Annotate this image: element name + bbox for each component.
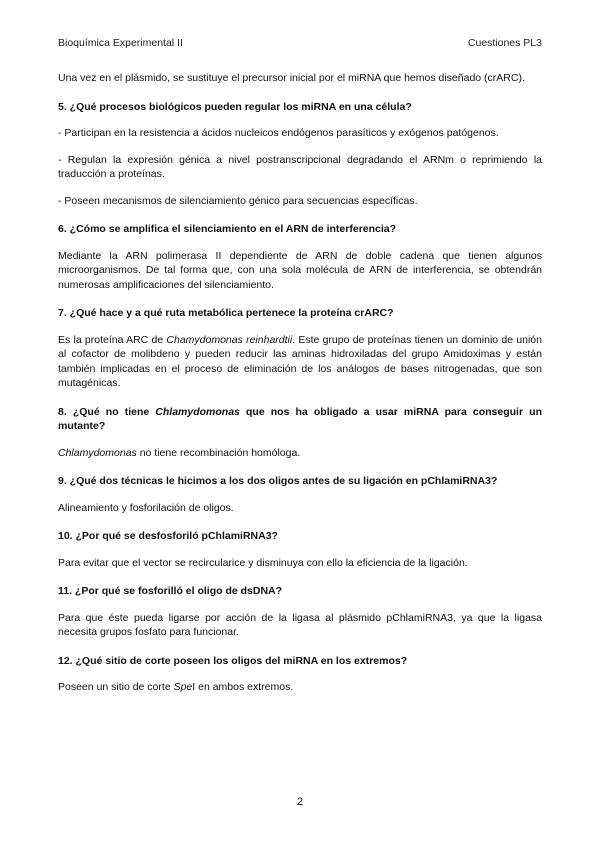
answer-12-enzyme: Spe — [173, 681, 193, 693]
document-body — [58, 71, 542, 695]
header-section-title: Cuestiones PL3 — [467, 37, 542, 49]
intro-paragraph: Una vez en el plásmido, se sustituye el precursor inicial por el miRNA que hemos diseñado (crARC). — [58, 72, 525, 84]
answer-8 — [58, 446, 542, 461]
question-8 — [58, 405, 542, 434]
answer-8-species: Chlamydomonas — [58, 446, 137, 459]
answer-7 — [58, 333, 542, 391]
answer-9: Alineamiento y fosforilación de oligos. — [58, 501, 234, 514]
question-5: 5. ¿Qué procesos biológicos pueden regular los miRNA en una célula? — [58, 100, 412, 113]
answer-7-pre: Es la proteína ARC de — [58, 333, 167, 346]
header-course-title: Bioquímica Experimental II — [58, 37, 183, 49]
question-9: 9. ¿Qué dos técnicas le hicimos a los dos oligos antes de su ligación en pChlamiRNA3? — [58, 475, 498, 487]
answer-11: Para que éste pueda ligarse por acción de la ligasa al plásmido pChlamiRNA3, ya que la ligasa necesita grupos fosfato para funcionar. — [58, 611, 542, 638]
answer-8-post: no tiene recombinación homóloga. — [136, 446, 301, 459]
page-number: 2 — [296, 796, 304, 808]
answer-7-species: Chamydomonas reinhardtii — [166, 333, 293, 346]
question-6: 6. ¿Cómo se amplifica el silenciamiento en el ARN de interferencia? — [58, 223, 397, 235]
question-11: 11. ¿Por qué se fosforilló el oligo de dsDNA? — [58, 585, 283, 597]
question-12: 12. ¿Qué sitio de corte poseen los oligos del miRNA en los extremos? — [58, 654, 408, 667]
answer-12-pre: Poseen un sitio de corte — [58, 681, 174, 693]
answer-12-enzyme-rest: I — [192, 681, 196, 693]
answer-10: Para evitar que el vector se recircularice y disminuya con ello la eficiencia de la ligación. — [58, 556, 468, 569]
question-8-post: que nos ha obligado a usar miRNA para conseguir un mutante? — [58, 405, 542, 432]
question-10: 10. ¿Por qué se desfosforiló pChlamiRNA3? — [58, 530, 278, 542]
answer-12 — [58, 680, 542, 695]
answer-7-post: . Este grupo de proteínas tienen un dominio de unión al cofactor de molibdeno y pueden reducir las aminas hidroxiladas del grupo Amidoximas y están también implicadas en el proceso de eliminación de los análogos de bases nitrogenadas, que son mutagénicas. — [58, 333, 542, 389]
answer-5-item-1: - Participan en la resistencia a ácidos nucleicos endógenos parasíticos y exógenos patógenos. — [58, 127, 499, 139]
question-8-species: Chlamydomonas — [155, 405, 240, 418]
answer-5-item-2: - Regulan la expresión génica a nivel postranscripcional degradando el ARNm o reprimiendo la traducción a proteínas. — [58, 153, 542, 180]
answer-6: Mediante la ARN polimerasa II dependiente de ARN de doble cadena que tienen algunos microorganismos. De tal forma que, con una sola molécula de ARN de interferencia, se obtendrán numerosas amplificaciones del silenciamiento. — [58, 249, 542, 291]
question-8-pre: 8. ¿Qué no tiene — [58, 405, 156, 418]
question-7: 7. ¿Qué hace y a qué ruta metabólica pertenece la proteína crARC? — [58, 307, 394, 319]
answer-12-post: en ambos extremos. — [195, 681, 294, 693]
answer-5-item-3: - Poseen mecanismos de silenciamiento génico para secuencias específicas. — [58, 194, 418, 207]
